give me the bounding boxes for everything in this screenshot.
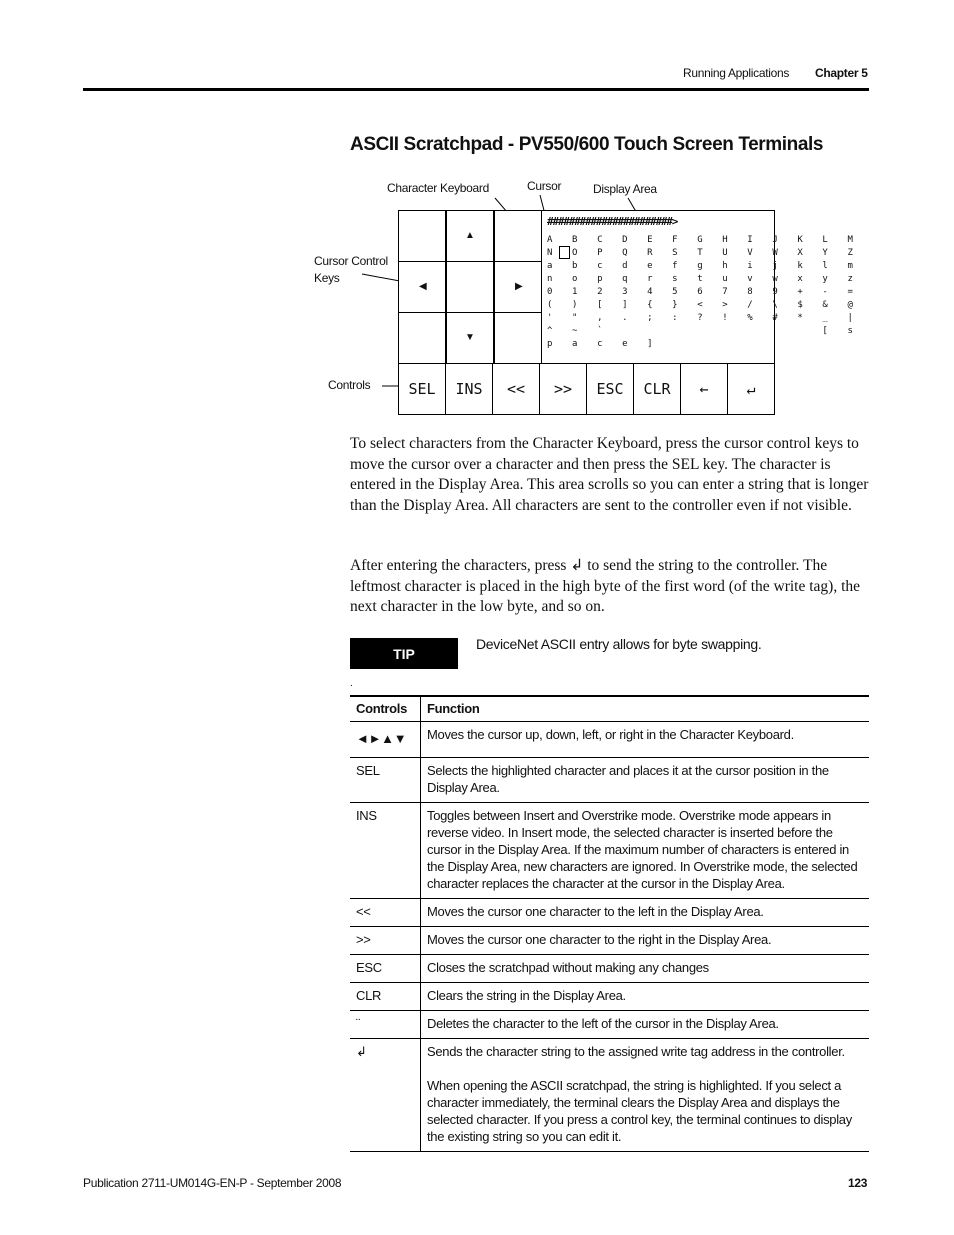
up-arrow-icon: ▲ — [465, 230, 475, 241]
keyboard-row[interactable]: ( ) [ ] { } < > / \ $ & @ — [547, 300, 860, 310]
paragraph-select-characters: To select characters from the Character Keyboard, press the cursor control keys to move the cursor over a character and then press the SEL key. The character is entered in the Display Area. This area scrolls so you can enter a string that is longer than the Display Area. All characters are sent to the controller even if not visible. — [350, 435, 869, 514]
running-header-chapter: Chapter 5 — [815, 66, 868, 80]
control-cell: SEL — [350, 758, 421, 803]
pad-cell — [494, 312, 542, 364]
scroll-right-key[interactable]: >> — [540, 364, 587, 414]
tip-badge: TIP — [350, 638, 458, 669]
function-cell: Selects the highlighted character and places it at the cursor position in the Display Area. — [421, 758, 870, 803]
left-arrow-key[interactable] — [398, 261, 446, 313]
scroll-left-key[interactable]: << — [493, 364, 540, 414]
function-cell — [421, 1039, 870, 1152]
keyboard-row[interactable]: n o p q r s t u v w x y z — [547, 274, 860, 284]
table-row — [350, 983, 869, 1011]
up-arrow-key[interactable] — [446, 210, 494, 262]
controls-table — [350, 695, 869, 1152]
control-cell: CLR — [350, 983, 421, 1011]
character-cursor — [559, 246, 570, 259]
function-cell: Moves the cursor up, down, left, or right in the Character Keyboard. — [421, 722, 870, 758]
function-text-extra: When opening the ASCII scratchpad, the string is highlighted. If you select a character immediately, the terminal clears the Display Area and displays the selected character. If you press a control key, the terminal continues to display the existing string so you can edit it. — [427, 1078, 852, 1144]
keyboard-row[interactable]: ' " , . ; : ? ! % # * _ | — [547, 313, 860, 323]
down-arrow-key[interactable] — [446, 312, 494, 364]
display-area: #######################> — [547, 215, 678, 228]
footer-publication: Publication 2711-UM014G-EN-P - September 2008 — [83, 1176, 342, 1190]
table-row — [350, 758, 869, 803]
callout-controls: Controls — [328, 378, 371, 392]
down-arrow-icon: ▼ — [465, 332, 475, 343]
table-row — [350, 955, 869, 983]
enter-key[interactable]: ↵ — [746, 380, 756, 398]
keyboard-row[interactable]: ^ ~ ` [ s — [547, 326, 860, 336]
function-cell: Moves the cursor one character to the right in the Display Area. — [421, 927, 870, 955]
keyboard-row[interactable]: N O P Q R S T U V W X Y Z — [547, 248, 860, 258]
function-cell: Closes the scratchpad without making any changes — [421, 955, 870, 983]
right-arrow-key[interactable] — [494, 261, 542, 313]
function-text: Sends the character string to the assigned write tag address in the controller. — [427, 1044, 845, 1059]
control-cell: << — [350, 899, 421, 927]
esc-key[interactable]: ESC — [587, 364, 634, 414]
stray-period: . — [350, 678, 353, 689]
header-function: Function — [421, 696, 870, 722]
header-rule — [83, 88, 869, 91]
keyboard-row[interactable]: A B C D E F G H I J K L M — [547, 235, 860, 245]
left-arrow-icon: ◀ — [419, 281, 427, 292]
table-row — [350, 927, 869, 955]
control-cell: ¨ — [350, 1011, 421, 1039]
table-row — [350, 1011, 869, 1039]
running-header-section: Running Applications — [683, 66, 790, 80]
control-cell: ESC — [350, 955, 421, 983]
keyboard-row[interactable]: a b c d e f g h i j k l m — [547, 261, 860, 271]
control-cell: ◄►▲▼ — [350, 722, 421, 758]
clr-key[interactable]: CLR — [634, 364, 681, 414]
control-cell: ↲ — [350, 1039, 421, 1152]
callout-cursor-control-keys-2: Keys — [314, 271, 340, 285]
ins-key[interactable]: INS — [446, 364, 493, 414]
function-cell: Clears the string in the Display Area. — [421, 983, 870, 1011]
footer-page-number: 123 — [848, 1176, 868, 1190]
function-cell: Toggles between Insert and Overstrike mode. Overstrike mode appears in reverse video. In Insert mode, the selected character is inserted before the cursor in the Display Area. If the maximum number of characters is entered in the Display Area, new characters are ignored. In Overstrike mode, the selected character replaces the character at the cursor in the Display Area. — [421, 803, 870, 899]
keyboard-row[interactable]: 0 1 2 3 4 5 6 7 8 9 + - = — [547, 287, 860, 297]
keyboard-row[interactable]: p a c e ] — [547, 339, 660, 349]
pad-cell — [494, 210, 542, 262]
table-row — [350, 1039, 869, 1152]
pad-cell — [398, 312, 446, 364]
callout-character-keyboard: Character Keyboard — [387, 181, 489, 195]
callout-display-area: Display Area — [593, 182, 657, 196]
paragraph-enter-characters: After entering the characters, press ↲ to send the string to the controller. The leftmost character is placed in the high byte of the first word (of the write tag), the next character in the low byte, and so on. — [350, 557, 861, 615]
right-arrow-icon: ▶ — [515, 281, 523, 292]
table-row — [350, 722, 869, 758]
function-cell: Deletes the character to the left of the cursor in the Display Area. — [421, 1011, 870, 1039]
character-keyboard-panel — [541, 210, 860, 364]
control-cell: >> — [350, 927, 421, 955]
callout-cursor: Cursor — [527, 179, 562, 193]
table-row — [350, 899, 869, 927]
pad-center — [446, 261, 494, 313]
control-key-row — [398, 363, 775, 415]
section-title: ASCII Scratchpad - PV550/600 Touch Screen Terminals — [350, 134, 824, 155]
header-controls: Controls — [350, 696, 421, 722]
table-row — [350, 803, 869, 899]
sel-key[interactable]: SEL — [399, 364, 446, 414]
pad-cell — [398, 210, 446, 262]
scratchpad-figure — [300, 170, 860, 430]
function-cell: Moves the cursor one character to the left in the Display Area. — [421, 899, 870, 927]
table-header-row — [350, 696, 869, 722]
tip-text: DeviceNet ASCII entry allows for byte swapping. — [476, 636, 762, 652]
control-cell: INS — [350, 803, 421, 899]
callout-cursor-control-keys-1: Cursor Control — [314, 254, 388, 268]
backspace-key[interactable]: ← — [681, 364, 728, 414]
